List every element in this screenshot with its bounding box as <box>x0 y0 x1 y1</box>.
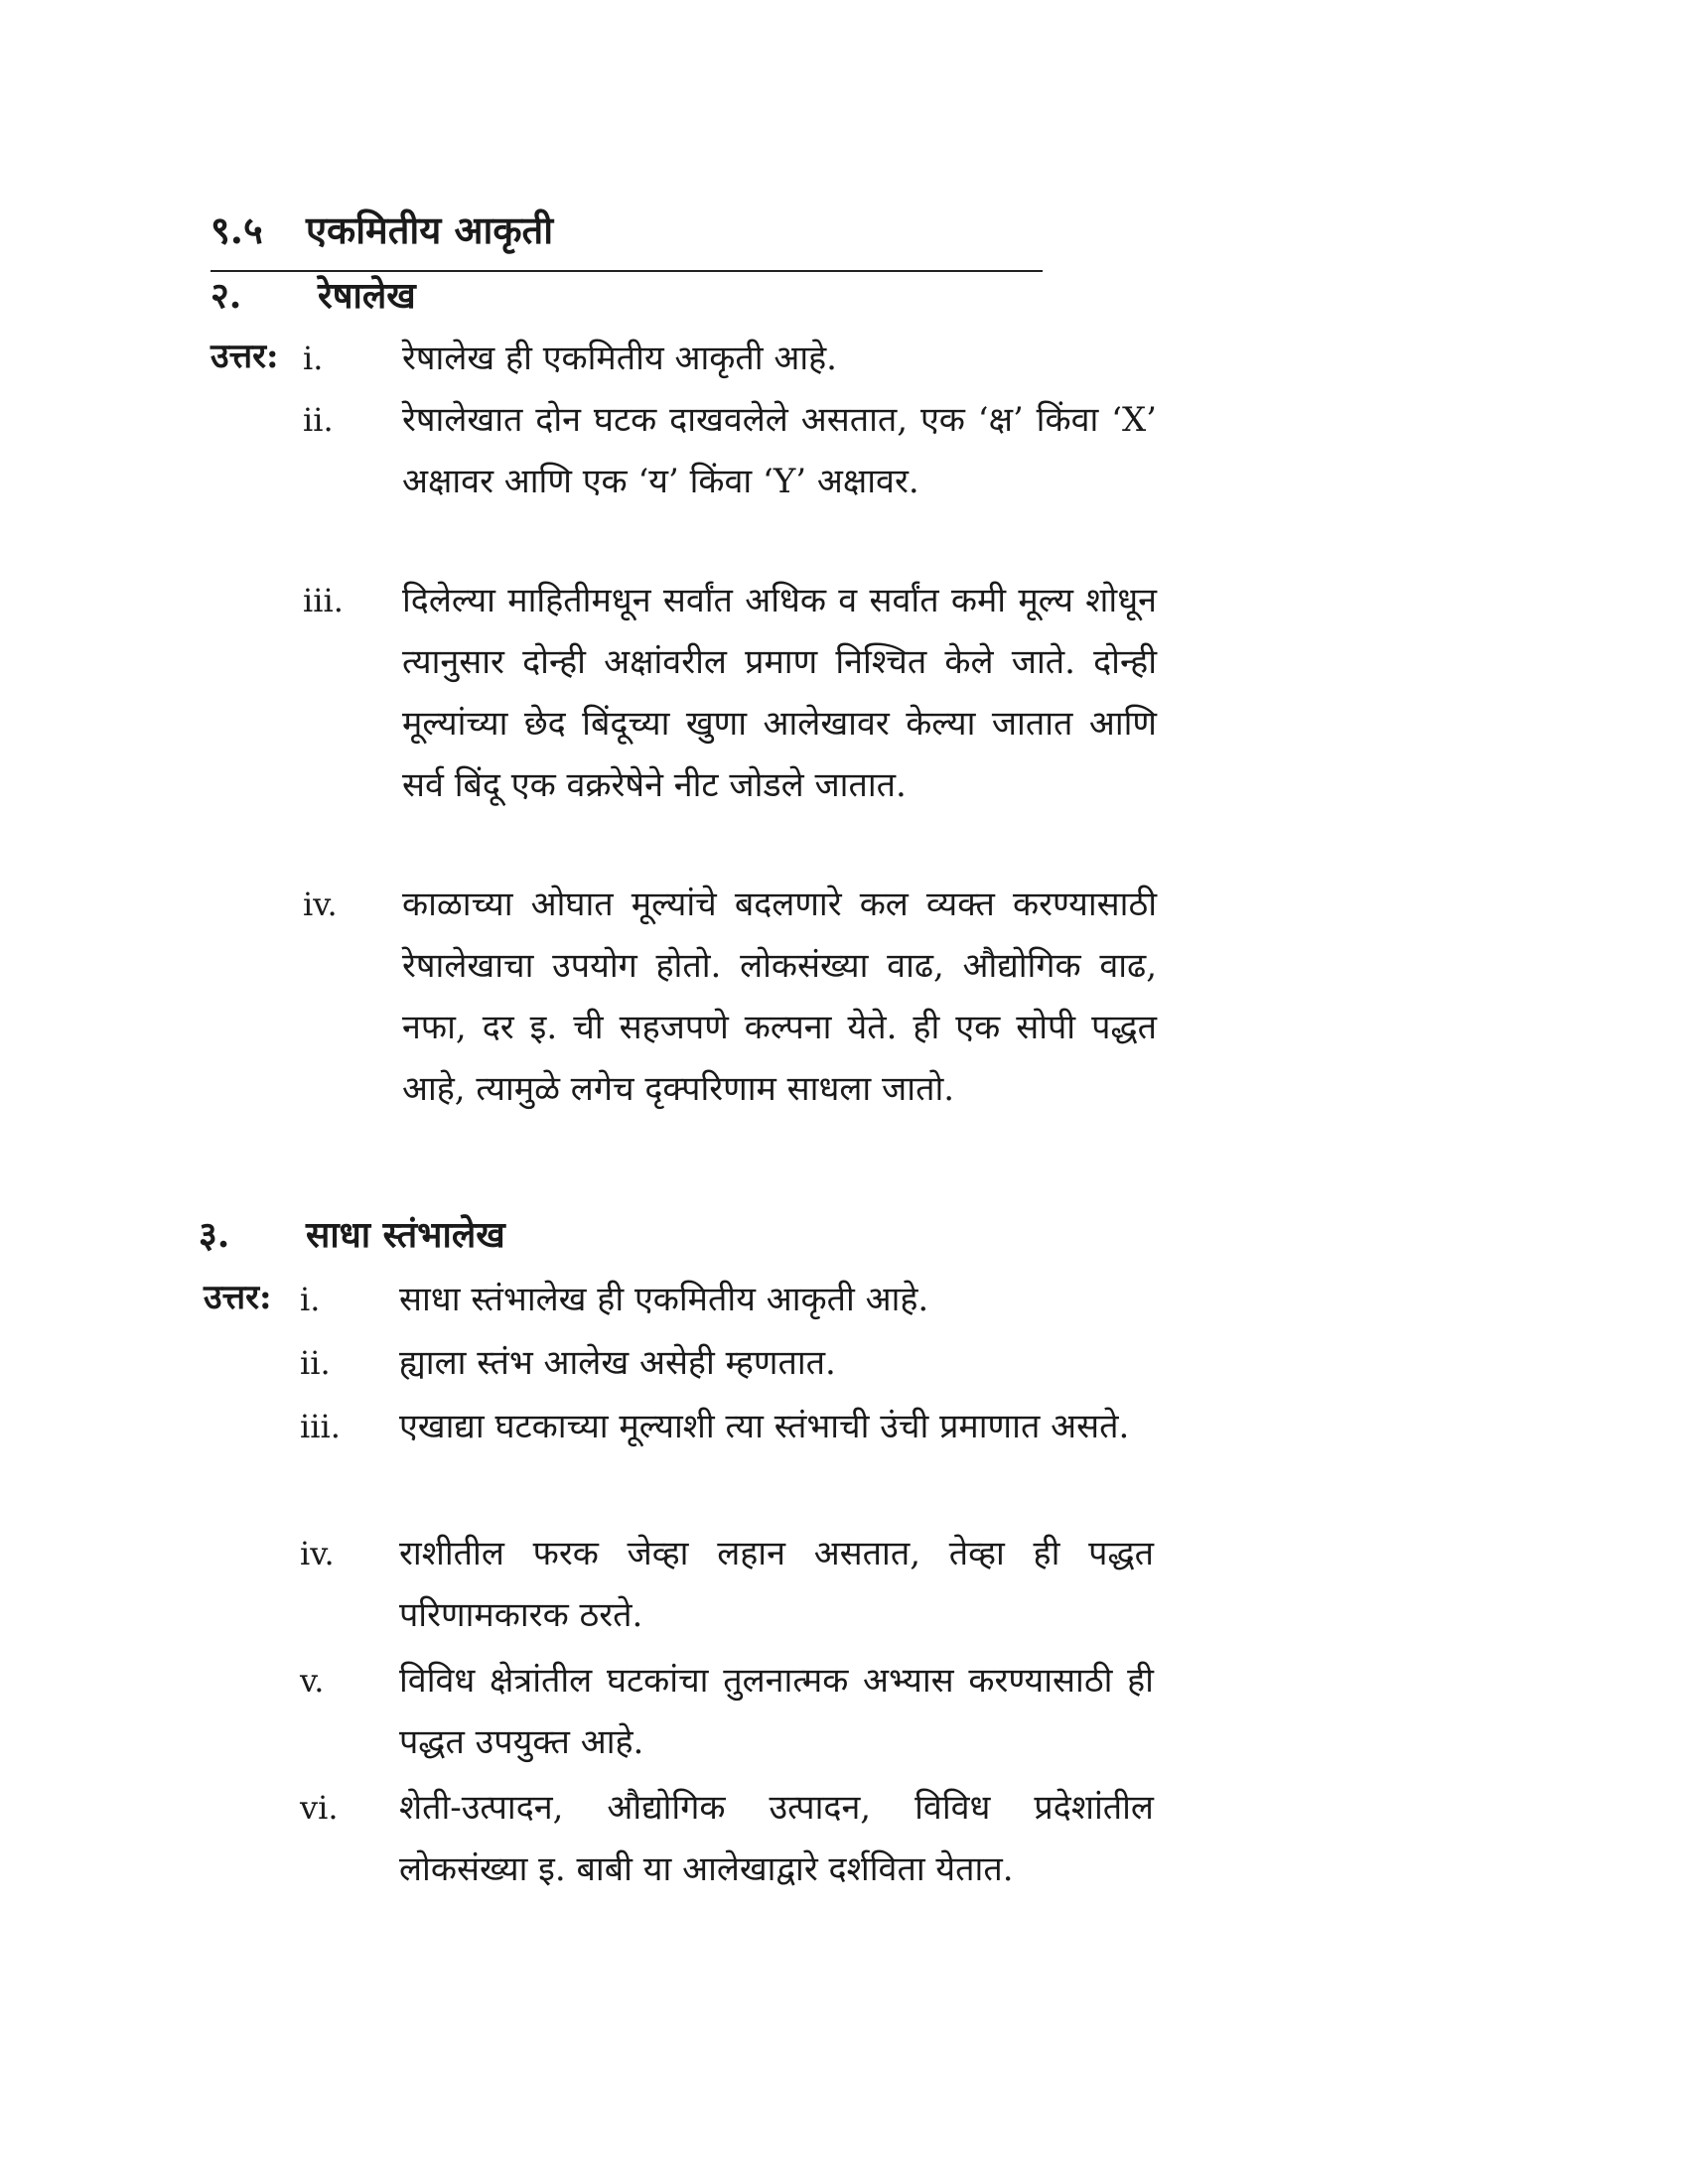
list-item <box>300 1332 1154 1394</box>
item-numeral: iii. <box>300 1408 341 1445</box>
question-2-number: २. <box>211 275 242 317</box>
item-text: एखाद्या घटकाच्या मूल्याशी त्या स्तंभाची उंची प्रमाणात असते. <box>399 1407 1130 1446</box>
question-3-heading <box>199 1209 505 1258</box>
list-item <box>303 570 1157 816</box>
item-text: रेषालेखात दोन घटक दाखवलेले असतात, एक ‘क्ष’ किंवा ‘X’ अक्षावर आणि एक ‘य’ किंवा ‘Y’ अक्षावर. <box>402 400 1157 501</box>
list-item <box>300 1650 1154 1773</box>
item-numeral: ii. <box>303 401 334 439</box>
item-text: साधा स्तंभालेख ही एकमितीय आकृती आहे. <box>399 1280 929 1319</box>
list-item <box>303 389 1157 512</box>
item-numeral: i. <box>303 340 324 377</box>
question-2-title: रेषालेख <box>318 275 416 317</box>
list-item <box>300 1396 1154 1457</box>
item-numeral: vi. <box>300 1789 339 1827</box>
list-item <box>303 328 1157 389</box>
item-numeral: v. <box>300 1662 325 1700</box>
list-item <box>300 1269 1154 1330</box>
item-numeral: iv. <box>303 886 338 923</box>
question-2-heading <box>211 270 416 319</box>
item-numeral: i. <box>300 1281 321 1318</box>
question-2-answer-label: उत्तर: <box>211 337 279 376</box>
list-item <box>300 1777 1154 1900</box>
item-numeral: iii. <box>303 582 344 619</box>
item-text: राशीतील फरक जेव्हा लहान असतात, तेव्हा ही पद्धत परिणामकारक ठरते. <box>399 1534 1154 1635</box>
section-heading <box>211 204 553 255</box>
item-numeral: ii. <box>300 1344 331 1382</box>
list-item <box>303 874 1157 1120</box>
question-3-number: ३. <box>199 1214 230 1256</box>
section-number: ९.५ <box>211 207 263 252</box>
question-3-title: साधा स्तंभालेख <box>306 1214 505 1256</box>
item-text: ह्याला स्तंभ आलेख असेही म्हणतात. <box>399 1343 836 1383</box>
item-text: दिलेल्या माहितीमधून सर्वांत अधिक व सर्वांत कमी मूल्य शोधून त्यानुसार दोन्ही अक्षांवरील प्रमाण निश्चित केले जाते. दोन्ही मूल्यांच्या छेद बिंदूच्या खुणा आलेखावर केल्या जातात आणि सर्व बिंदू एक वक्ररेषेने नीट जोडले जातात. <box>402 581 1157 805</box>
item-text: काळाच्या ओघात मूल्यांचे बदलणारे कल व्यक्त करण्यासाठी रेषालेखाचा उपयोग होतो. लोकसंख्या वाढ, औद्योगिक वाढ, नफा, दर इ. ची सहजपणे कल्पना येते. ही एक सोपी पद्धत आहे, त्यामुळे लगेच दृक्परिणाम साधला जातो. <box>402 885 1157 1109</box>
section-title: एकमितीय आकृती <box>306 207 554 252</box>
question-3-answer-label: उत्तर: <box>204 1278 272 1317</box>
item-numeral: iv. <box>300 1535 335 1572</box>
item-text: रेषालेख ही एकमितीय आकृती आहे. <box>402 339 837 378</box>
list-item <box>300 1523 1154 1646</box>
item-text: शेती-उत्पादन, औद्योगिक उत्पादन, विविध प्रदेशांतील लोकसंख्या इ. बाबी या आलेखाद्वारे दर्शविता येतात. <box>399 1788 1154 1889</box>
item-text: विविध क्षेत्रांतील घटकांचा तुलनात्मक अभ्यास करण्यासाठी ही पद्धत उपयुक्त आहे. <box>399 1661 1154 1762</box>
